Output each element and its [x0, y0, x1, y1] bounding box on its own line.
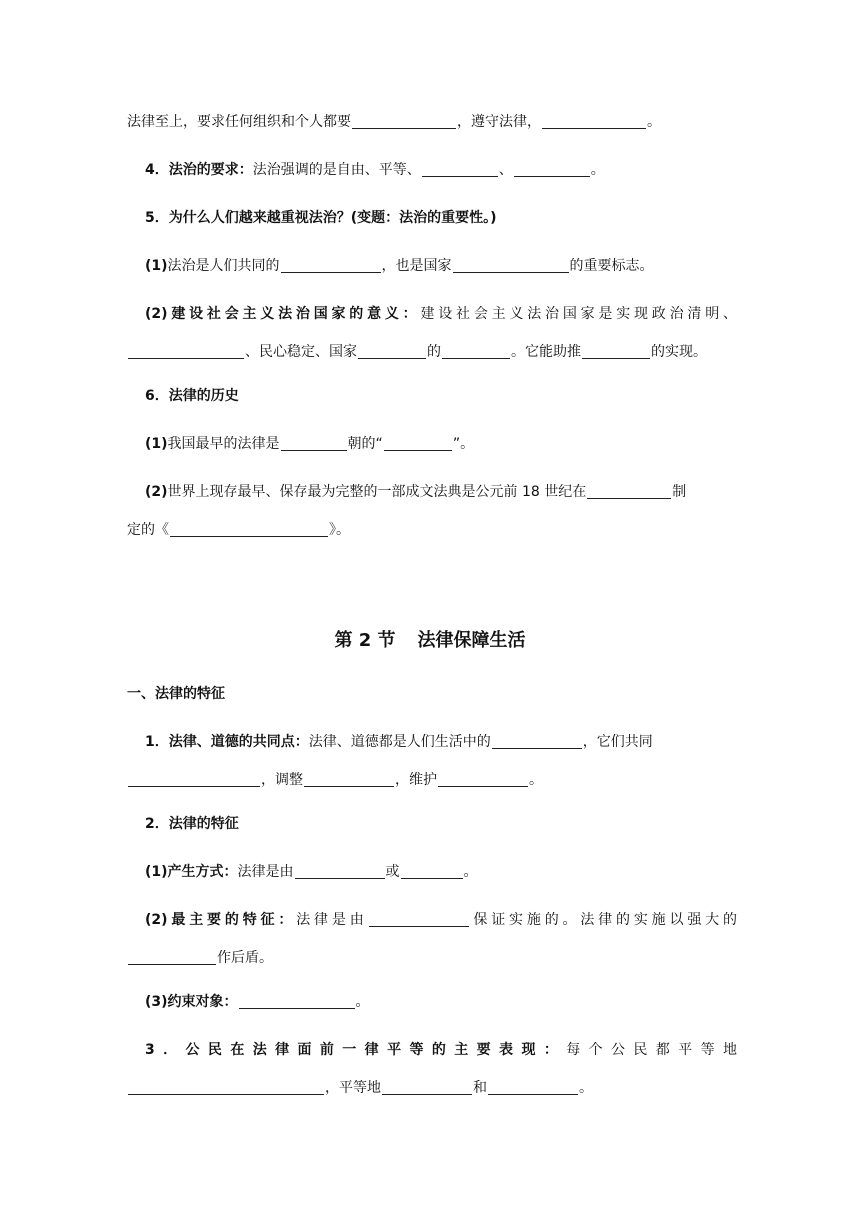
- blank[interactable]: [281, 436, 347, 451]
- blank[interactable]: [438, 772, 528, 787]
- blank[interactable]: [358, 344, 426, 359]
- blank[interactable]: [128, 1080, 324, 1095]
- blank[interactable]: [295, 864, 385, 879]
- blank[interactable]: [422, 162, 498, 177]
- text-line: (2)建设社会主义法治国家的意义：建设社会主义法治国家是实现政治清明、: [145, 306, 737, 322]
- text-line: 定的《 》。: [127, 522, 350, 538]
- blank[interactable]: [582, 344, 650, 359]
- blank[interactable]: [239, 994, 355, 1009]
- blank[interactable]: [128, 950, 216, 965]
- blank[interactable]: [128, 772, 260, 787]
- section-heading: 6．法律的历史: [145, 388, 239, 404]
- section-heading: 2．法律的特征: [145, 816, 239, 832]
- blank[interactable]: [453, 258, 569, 273]
- blank[interactable]: [281, 258, 381, 273]
- blank[interactable]: [488, 1080, 578, 1095]
- blank[interactable]: [128, 344, 244, 359]
- text-line: 法律至上，要求任何组织和个人都要 ，遵守法律， 。: [127, 114, 661, 130]
- text-line: (1)产生方式：法律是由 或 。: [145, 864, 478, 880]
- blank[interactable]: [304, 772, 394, 787]
- section-heading: 一、法律的特征: [127, 686, 225, 702]
- text-line: ，调整 ，维护 。: [127, 770, 737, 790]
- text-line: 4．法治的要求：法治强调的是自由、平等、 、 。: [145, 162, 605, 178]
- blank[interactable]: [542, 114, 646, 129]
- text-line: 3．公民在法律面前一律平等的主要表现：每个公民都平等地: [145, 1042, 737, 1058]
- text-line: (2)世界上现存最早、保存最为完整的一部成文法典是公元前 18 世纪在 制: [145, 484, 687, 500]
- text-line: 作后盾。: [127, 948, 737, 968]
- section-title: 第 2 节 法律保障生活: [334, 630, 526, 651]
- text-line: (3)约束对象： 。: [145, 994, 370, 1010]
- blank[interactable]: [384, 436, 452, 451]
- text-line: ，平等地 和 。: [127, 1078, 737, 1098]
- text-line: (1)我国最早的法律是 朝的“ ”。: [145, 436, 475, 452]
- blank[interactable]: [442, 344, 510, 359]
- text-line: (2)最主要的特征：法律是由 保证实施的。法律的实施以强大的: [145, 912, 738, 928]
- blank[interactable]: [170, 522, 328, 537]
- text-line: 、民心稳定、国家 的 。它能助推 的实现。: [127, 342, 737, 362]
- text-line: 1．法律、道德的共同点：法律、道德都是人们生活中的 ，它们共同: [145, 734, 653, 750]
- blank[interactable]: [514, 162, 590, 177]
- blank[interactable]: [382, 1080, 472, 1095]
- blank[interactable]: [401, 864, 463, 879]
- text-line: (1)法治是人们共同的 ，也是国家 的重要标志。: [145, 258, 654, 274]
- blank[interactable]: [492, 734, 582, 749]
- section-heading: 5．为什么人们越来越重视法治？(变题：法治的重要性。): [145, 210, 497, 226]
- blank[interactable]: [369, 912, 469, 927]
- blank[interactable]: [587, 484, 671, 499]
- blank[interactable]: [352, 114, 456, 129]
